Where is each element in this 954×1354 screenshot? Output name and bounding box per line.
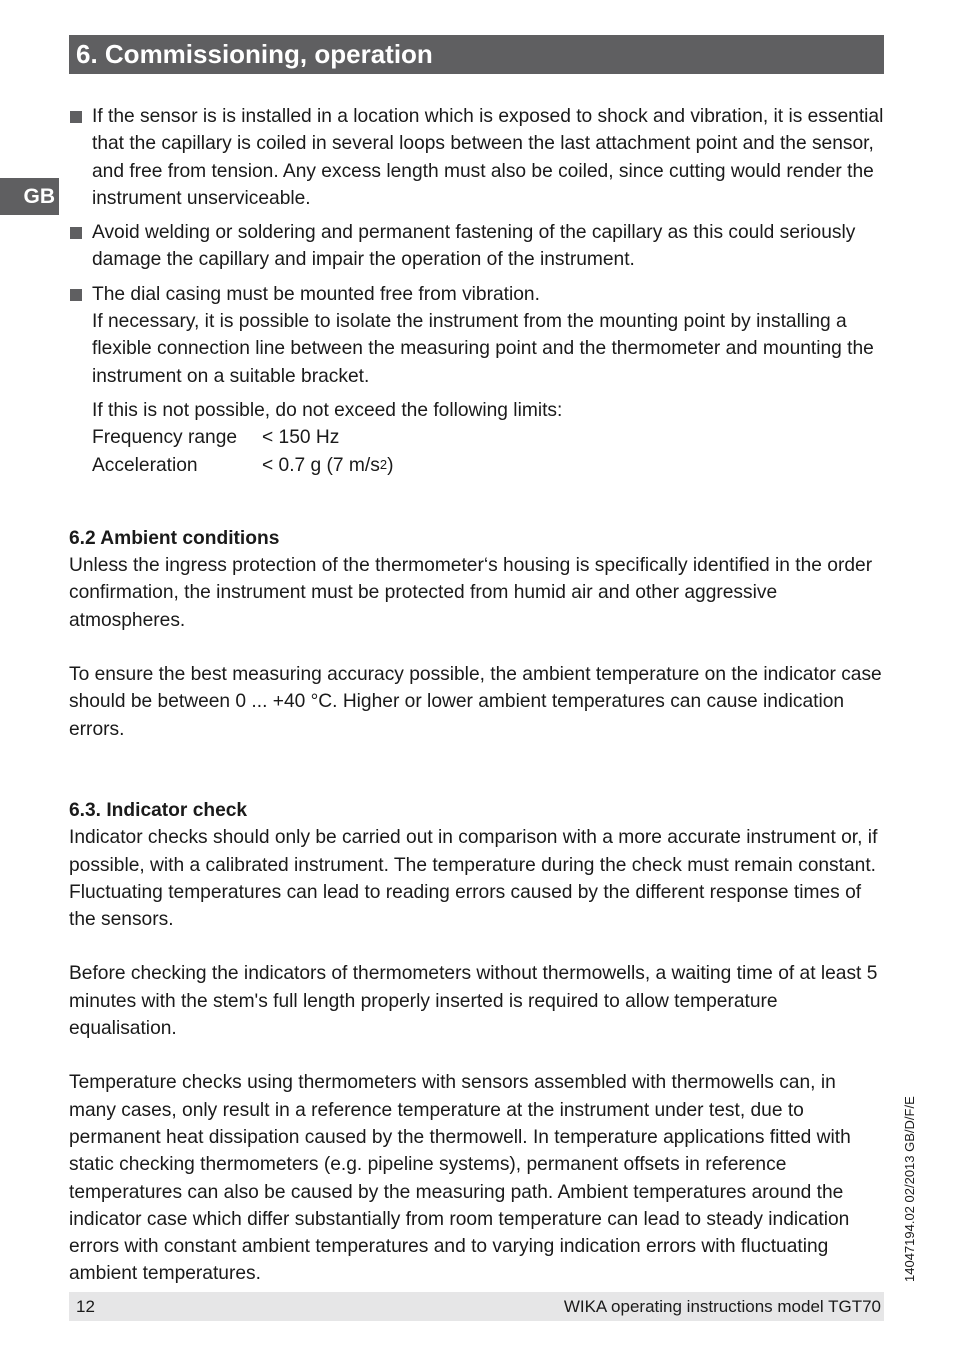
bullet-text: If this is not possible, do not exceed the following limits: <box>92 399 563 421</box>
limit-value-text: < 0.7 g (7 m/s <box>262 454 380 476</box>
chapter-title: 6. Commissioning, operation <box>76 39 433 69</box>
bullet-item <box>69 219 887 274</box>
page-content <box>69 103 887 1288</box>
section-paragraph: Before checking the indicators of thermometers without thermowells, a waiting time of at least 5 minutes with the stem's full length properly inserted is required to allow temperature equalisation. <box>69 963 878 1040</box>
section-title: 6.2 Ambient conditions <box>69 527 280 549</box>
limit-label: Frequency range <box>92 427 238 449</box>
section-indicator-check <box>69 797 887 1288</box>
section-paragraph: Indicator checks should only be carried out in comparison with a more accurate instrument or, if possible, with a calibrated instrument. The temperature during the check must remain constant. Fluctuating temperatures can lead to reading errors caused by the different response times of the sensors. <box>69 827 878 931</box>
limits-table <box>92 424 887 479</box>
bullet-square-icon <box>70 289 82 301</box>
document-reference-note: 14047194.02 02/2013 GB/D/F/E <box>902 1096 917 1282</box>
page-number: 12 <box>76 1297 95 1316</box>
limit-label: Acceleration <box>92 454 198 476</box>
bullet-text: If the sensor is is installed in a location which is exposed to shock and vibration, it is essential that the capillary is coiled in several loops between the last attachment point and the sensor, and free from tension. Any excess length must also be coiled, since cutting would render the instrument unserviceable. <box>92 106 884 209</box>
page-footer <box>69 1292 884 1321</box>
bullet-square-icon <box>70 227 82 239</box>
limit-value-superscript: 2 <box>379 456 388 472</box>
bullet-square-icon <box>70 111 82 123</box>
chapter-header <box>69 35 884 74</box>
bullet-text: If necessary, it is possible to isolate the instrument from the mounting point by installing a flexible connection line between the measuring point and the thermometer and mounting the instrument on a suitable bracket. <box>92 311 874 387</box>
bullet-item <box>69 281 887 479</box>
footer-title: WIKA operating instructions model TGT70 <box>563 1297 881 1316</box>
limit-row <box>92 424 887 451</box>
section-paragraph: Unless the ingress protection of the thermometer‘s housing is specifically identified in the order confirmation, the instrument must be protected from humid air and other aggressive atmospheres. <box>69 555 873 631</box>
section-ambient-conditions <box>69 525 887 743</box>
language-tab: GB <box>0 178 59 215</box>
limit-value <box>262 452 393 479</box>
bullet-text: Avoid welding or soldering and permanent fastening of the capillary as this could seriously damage the capillary and impair the operation of the instrument. <box>92 222 856 271</box>
section-paragraph: To ensure the best measuring accuracy possible, the ambient temperature on the indicator case should be between 0 ... +40 °C. Higher or lower ambient temperatures can cause indication errors. <box>69 664 882 740</box>
limit-value-tail: ) <box>387 454 394 476</box>
bullet-item <box>69 103 887 212</box>
limit-row <box>92 452 887 479</box>
section-paragraph: Temperature checks using thermometers with sensors assembled with thermowells can, in many cases, only result in a reference temperature at the instrument under test, due to permanent heat dissipation caused by the thermowell. In temperature applications fitted with static checking thermometers (e.g. pipeline systems), permanent offsets in reference temperatures can also be caused by the measuring path. Ambient temperatures around the indicator case which differ substantially from room temperature can lead to steady indication errors with constant ambient temperatures and to varying indication errors with fluctuating ambient temperatures. <box>69 1072 851 1285</box>
limit-value: < 150 Hz <box>262 427 340 449</box>
section-title: 6.3. Indicator check <box>69 799 248 821</box>
bullet-text: The dial casing must be mounted free from vibration. <box>92 283 540 305</box>
